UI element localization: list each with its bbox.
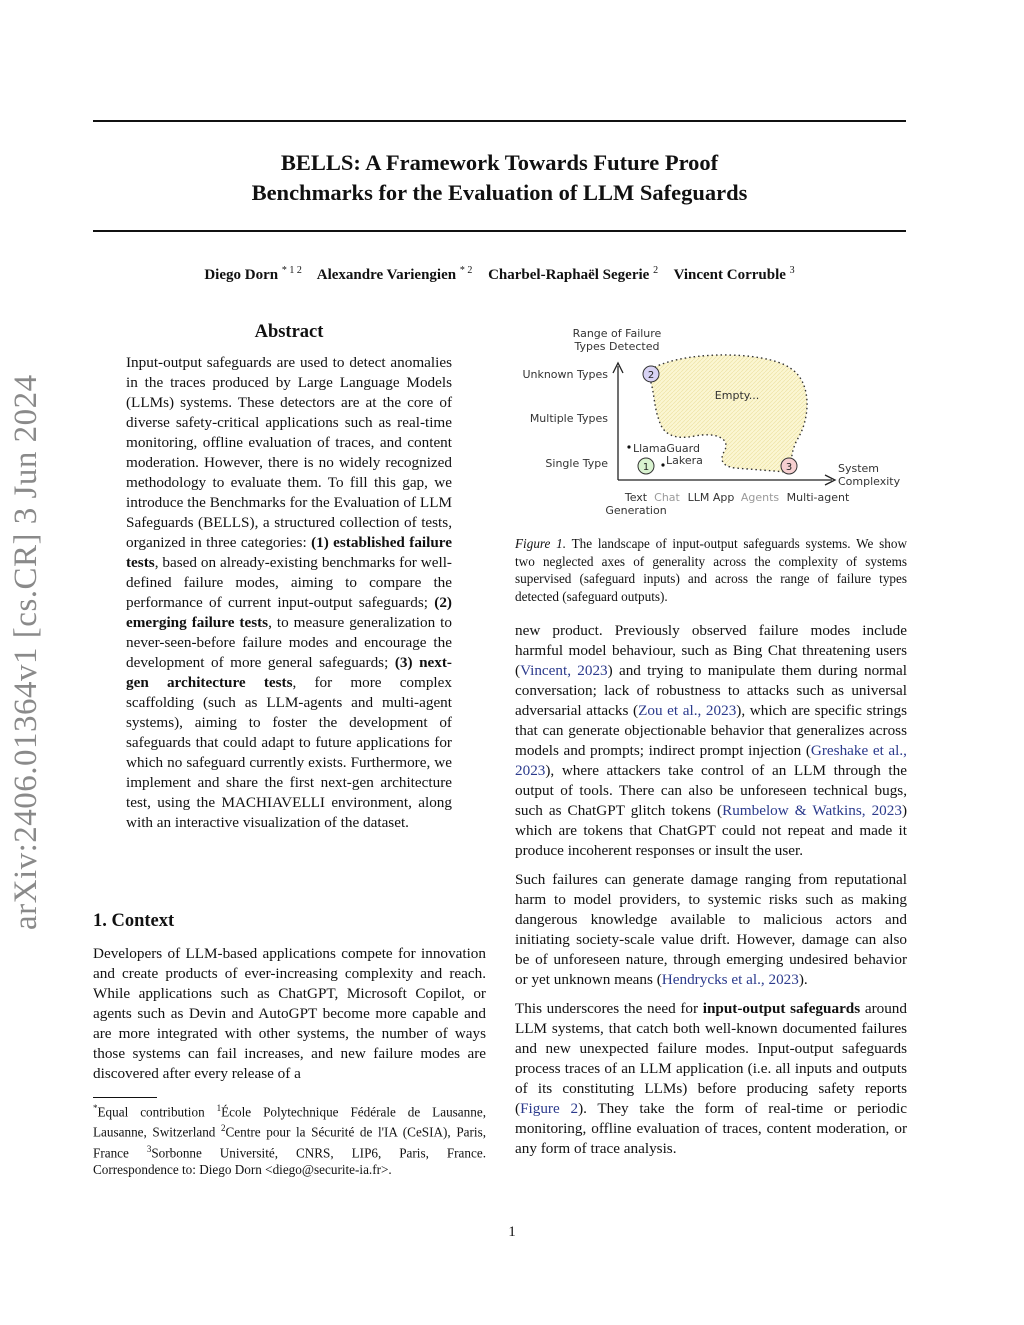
body-text: Such failures can generate damage ranging from reputational harm to model providers, to systemic risks such as making dangerous knowledge available to malicious actors and initiating society-scale value drift. However, damage can also be of unforeseen nature, through emerging undesired behavior or yet unknown means ( xyxy=(515,871,907,988)
footnote-mark: 2 xyxy=(221,1123,226,1134)
abstract-text: , for more complex scaffolding (such as LLM-agents and multi-agent systems), aiming to foster the development of safeguards that could adapt to future applications for which no safeguard currently exists. Furthermore, we implement and share the first next-gen architecture test, using the MACHIAVELLI environment, along with an interactive visualization of the dataset. xyxy=(126,674,452,831)
paper-title xyxy=(93,148,906,208)
title-line-1: BELLS: A Framework Towards Future Proof xyxy=(280,150,719,175)
author-affiliation: 3 xyxy=(789,265,795,276)
title-line-2: Benchmarks for the Evaluation of LLM Safeguards xyxy=(251,180,748,205)
body-text: ), which are specific strings that can generate objectionable behavior that generalizes across models and prompts; indirect prompt injection ( xyxy=(515,702,908,759)
body-text: ). They take the form of real-time or periodic monitoring, offline evaluation of traces, content moderation, or any form of trace analysis. xyxy=(515,1100,908,1157)
footnote-mark: 3 xyxy=(146,1143,152,1154)
citation-link[interactable]: Vincent, 2023 xyxy=(520,662,608,679)
data-point-label: LlamaGuard xyxy=(633,442,700,455)
body-text: ) and trying to manipulate them during normal conversation; lack of robustness to attacks such as universal adversarial attacks ( xyxy=(515,662,907,719)
abstract-bold: (1) established failure tests xyxy=(126,534,453,571)
data-point-label: Lakera xyxy=(666,454,703,467)
body-text: ). xyxy=(798,971,808,988)
paragraph-safeguards xyxy=(515,999,907,1159)
body-text: around LLM systems, that catch both well-known documented failures and new unexpected failure modes. Input-output safeguards process traces of an LLM application (i.e. all inputs and outputs of its constituting LLMs) before producing safety reports ( xyxy=(515,1000,907,1117)
x-tick-label: Text xyxy=(624,491,648,504)
data-point-lakera xyxy=(661,463,664,466)
abstract-bold: (3) next-gen architecture tests xyxy=(126,654,452,691)
citation-link[interactable]: Greshake et al., 2023 xyxy=(515,742,907,779)
x-tick-label: LLM App xyxy=(687,491,735,504)
y-axis-title-line-1: Range of Failure xyxy=(572,327,662,340)
x-tick-label: Chat xyxy=(654,491,680,504)
footnote-text: Equal contribution xyxy=(97,1104,217,1120)
title-bottom-rule xyxy=(93,230,906,232)
author-affiliation: * 2 xyxy=(459,265,473,276)
paragraph-damage xyxy=(515,870,907,990)
bold-text: input-output safeguards xyxy=(702,1000,861,1017)
figure-1-caption xyxy=(515,535,907,605)
citation-link[interactable]: Hendrycks et al., 2023 xyxy=(661,971,799,988)
footnote-text: École Polytechnique Fédérale de Lausanne, Lausanne, Switzerland xyxy=(93,1104,486,1140)
author-affiliation: 2 xyxy=(653,265,659,276)
abstract-heading: Abstract xyxy=(254,322,324,342)
body-text: ), where attackers take control of an LLM through the output of tools. There can also be unforeseen technical bugs, such as ChatGPT glitch tokens ( xyxy=(515,762,907,819)
citation-link[interactable]: Rumbelow & Watkins, 2023 xyxy=(722,802,902,819)
footnote-text: Sorbonne Université, CNRS, LIP6, Paris, France. Correspondence to: Diego Dorn <diego@securite-ia.fr>. xyxy=(93,1145,486,1178)
body-text: ) which are tokens that ChatGPT could not repeat and made it produce incoherent responses or insult the user. xyxy=(515,802,908,859)
abstract-text: , based on already-existing benchmarks for well-defined failure modes, aiming to compare the performance of current input-output safeguards; xyxy=(126,554,452,611)
abstract-text: Input-output safeguards are used to detect anomalies in the traces produced by Large Language Models (LLMs) systems. These detectors are at the core of diverse safety-critical applications such as real-time monitoring, offline evaluation of traces, and content moderation. However, there is no widely recognized methodology to evaluate them. To fill this gap, we introduce the Benchmarks for the Evaluation of LLM Safeguards (BELLS), a structured collection of tests, organized in three categories: xyxy=(126,354,452,551)
arxiv-identifier: arXiv:2406.01364v1 [cs.CR] 3 Jun 2024 xyxy=(8,374,44,930)
footnote-rule xyxy=(93,1097,157,1098)
author-name: Diego Dorn xyxy=(204,267,279,283)
page-number: 1 xyxy=(508,1224,516,1240)
body-text: This underscores the need for xyxy=(515,1000,703,1017)
caption-text: The landscape of input-output safeguards systems. We show two neglected axes of generality across the complexity of systems supervised (safeguard inputs) and across the range of failure types detected (safeguard outputs). xyxy=(515,536,907,604)
abstract-bold: (2) emerging failure tests xyxy=(126,594,452,631)
marker-label: 2 xyxy=(647,370,655,381)
right-column xyxy=(515,621,907,1168)
abstract-text: , to measure generalization to never-seen-before failure modes and encourage the development of more general safeguards; xyxy=(126,614,452,671)
footnote-mark: * xyxy=(93,1103,98,1113)
y-tick-label: Multiple Types xyxy=(529,412,608,425)
figure-1-landscape-chart xyxy=(505,320,915,525)
data-point-llamaguard xyxy=(627,445,630,448)
author-name: Alexandre Variengien xyxy=(316,267,457,283)
x-sublabel: Generation xyxy=(605,504,667,517)
x-tick-label: Agents xyxy=(740,491,780,504)
body-text: new product. Previously observed failure modes include harmful model behaviour, such as Bing Chat threatening users ( xyxy=(515,622,907,679)
footnote-text: Centre pour la Sécurité de l'IA (CeSIA), Paris, France xyxy=(93,1124,486,1161)
caption-label: Figure 1. xyxy=(515,536,567,551)
top-rule xyxy=(93,120,906,122)
footnote xyxy=(93,1100,486,1178)
marker-label: 1 xyxy=(642,462,650,473)
y-axis-title-line-2: Types Detected xyxy=(574,340,660,353)
x-tick-label: Multi-agent xyxy=(786,491,850,504)
context-paragraph: Developers of LLM-based applications compete for innovation and create products of ever-increasing complexity and reach. While applications such as ChatGPT, Microsoft Copilot, or agents such as Devin and AutoGPT become more capable and are more integrated with other systems, the number of ways those systems can fail increases, and new failure modes are discovered after every release of a xyxy=(93,945,486,1082)
x-axis-title-line-1: System xyxy=(838,462,880,475)
author-name: Vincent Corruble xyxy=(673,267,786,283)
y-tick-label: Single Type xyxy=(545,457,608,470)
author-name: Charbel-Raphaël Segerie xyxy=(488,267,650,283)
empty-region-label: Empty... xyxy=(714,389,760,402)
marker-label: 3 xyxy=(785,462,793,473)
y-tick-label: Unknown Types xyxy=(522,368,608,381)
footnote-mark: 1 xyxy=(216,1103,222,1113)
abstract-body xyxy=(126,353,452,833)
x-axis-title-line-2: Complexity xyxy=(838,475,901,488)
paragraph-failure-modes xyxy=(515,621,907,861)
citation-link[interactable]: Zou et al., 2023 xyxy=(638,702,737,719)
author-affiliation: * 1 2 xyxy=(281,265,302,276)
figure-reference-link[interactable]: Figure 2 xyxy=(520,1100,579,1117)
author-list xyxy=(93,265,906,284)
section-heading-context: 1. Context xyxy=(93,911,175,931)
